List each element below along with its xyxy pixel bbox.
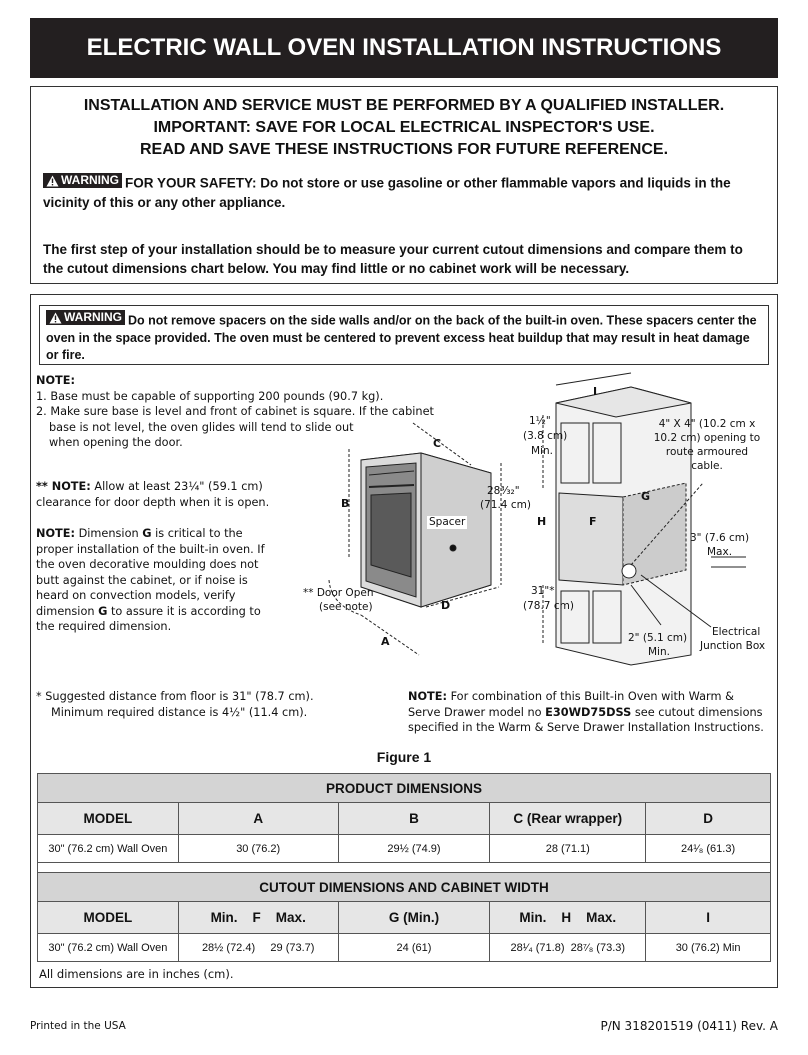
depth-label-2: (71.4 cm) — [480, 499, 531, 511]
first-step-text: The first step of your installation should be to measure your current cutout dimensions and compare them to the cutout dimensions chart below. You may find little or no cabinet work will be necessary. — [43, 241, 743, 276]
top-gap-label-1: 1½" — [529, 415, 551, 427]
table-header-cell: D — [646, 803, 771, 835]
product-column-headers — [38, 803, 771, 835]
safety-warning: WARNING FOR YOUR SAFETY: Do not store or use gasoline or other flammable vapors and liquids in the vicinity of this or any other appliance. — [43, 173, 731, 210]
instructions-box — [30, 294, 778, 988]
warning-badge: WARNING — [46, 310, 125, 325]
table-header-cell: B — [338, 803, 490, 835]
table-header-cell: C (Rear wrapper) — [490, 803, 646, 835]
side-gap-label-2: Max. — [707, 546, 733, 558]
label-d: D — [441, 599, 451, 612]
side-gap-label-1: 3" (7.6 cm) — [690, 532, 750, 544]
spacer-warning: WARNING Do not remove spacers on the side walls and/or on the back of the built-in oven. These spacers center the oven in the space provided. The oven must be centered to prevent excess heat buildup that may result in heat damage or fire. — [39, 305, 769, 365]
floor-height-label-1: 31"* — [531, 585, 555, 597]
top-gap-label-3: Min. — [531, 445, 553, 457]
floor-distance-note: * Suggested distance from floor is 31" (78.7 cm). Minimum required distance is 4½" (11.4 cm). — [36, 690, 314, 719]
part-number: P/N 318201519 (0411) Rev. A — [600, 1019, 778, 1033]
units-note: All dimensions are in inches (cm). — [39, 967, 234, 981]
junction-box-label-2: Junction Box — [700, 640, 766, 652]
table-cell: 28¹⁄₄ (71.8) 28⁷⁄₈ (73.3) — [490, 934, 646, 962]
label-g: G — [641, 490, 651, 503]
label-a: A — [381, 635, 390, 648]
table-cell: 30 (76.2) — [178, 835, 338, 863]
label-c: C — [433, 437, 442, 450]
cable-opening-label-2: 10.2 cm) opening to — [653, 432, 761, 444]
table-cell: 28½ (72.4) 29 (73.7) — [178, 934, 338, 962]
table-header-cell: A — [178, 803, 338, 835]
dimensions-table — [37, 773, 771, 962]
table-header-cell: Min. F Max. — [178, 902, 338, 934]
junction-box-label-1: Electrical — [712, 626, 761, 638]
table-cell: 29½ (74.9) — [338, 835, 490, 863]
label-h: H — [537, 515, 547, 528]
bottom-gap-label-2: Min. — [648, 646, 670, 658]
base-notes: NOTE: 1. Base must be capable of supporting 200 pounds (90.7 kg). 2. Make sure base is level and front of cabinet is square. If the cabinet base is not level, the oven glides will tend to slide out when opening the door. — [36, 374, 434, 449]
table-cell: 30 (76.2) Min — [646, 934, 771, 962]
cable-opening-label-4: cable. — [691, 460, 723, 472]
door-clearance-note: ** NOTE: Allow at least 23¼" (59.1 cm) clearance for door depth when it is open. — [36, 480, 270, 509]
cable-opening-label-3: route armoured — [665, 446, 749, 458]
depth-label-1: 28³⁄₃₂" — [487, 485, 520, 497]
table-header-cell: MODEL — [38, 902, 179, 934]
table-cell: 28 (71.1) — [490, 835, 646, 863]
floor-height-label-2: (78.7 cm) — [523, 600, 574, 612]
table-row — [38, 934, 771, 962]
figure-caption: Figure 1 — [376, 749, 432, 765]
warning-triangle-icon — [46, 175, 59, 187]
dimension-g-note: NOTE: Dimension G is critical to the proper installation of the built-in oven. If the oven decorative moulding does not butt against the cabinet, or if noise is heard on convection models, verify dimension G to assure it is according to the required dimension. — [36, 527, 265, 633]
spacer-label: Spacer — [429, 516, 466, 528]
bottom-gap-label-1: 2" (5.1 cm) — [628, 632, 688, 644]
page-title: ELECTRIC WALL OVEN INSTALLATION INSTRUCTIONS — [30, 18, 778, 78]
cable-opening-label-1: 4" X 4" (10.2 cm x — [658, 418, 756, 430]
table-header-cell: MODEL — [38, 803, 179, 835]
warning-badge: WARNING — [43, 173, 122, 188]
cutout-dimensions-header: CUTOUT DIMENSIONS AND CABINET WIDTH — [38, 873, 771, 902]
warming-drawer-note: NOTE: For combination of this Built-in Oven with Warm & Serve Drawer model no E30WD75DSS see cutout dimensions specified in the Warm & Serve Drawer Installation Instructions. — [408, 690, 764, 734]
table-header-cell: G (Min.) — [338, 902, 490, 934]
label-f: F — [589, 515, 597, 528]
product-dimensions-header: PRODUCT DIMENSIONS — [38, 774, 771, 803]
cutout-column-headers — [38, 902, 771, 934]
label-b: B — [341, 497, 350, 510]
table-row — [38, 835, 771, 863]
top-gap-label-2: (3.8 cm) — [523, 430, 568, 442]
door-open-label-2: (see note) — [319, 601, 373, 613]
installer-headline: INSTALLATION AND SERVICE MUST BE PERFORMED BY A QUALIFIED INSTALLER. IMPORTANT: SAVE FOR LOCAL ELECTRICAL INSPECTOR'S USE. READ AND SAVE THESE INSTRUCTIONS FOR FUTURE REFERENCE. — [83, 97, 725, 158]
table-cell: 30" (76.2 cm) Wall Oven — [38, 835, 179, 863]
label-i: I — [593, 385, 598, 398]
table-cell: 24 (61) — [338, 934, 490, 962]
table-header-cell: I — [646, 902, 771, 934]
table-header-cell: Min. H Max. — [490, 902, 646, 934]
door-open-label-1: ** Door Open — [303, 587, 374, 599]
print-location: Printed in the USA — [30, 1020, 126, 1032]
installer-notice-box — [30, 86, 778, 284]
table-cell: 30" (76.2 cm) Wall Oven — [38, 934, 179, 962]
table-cell: 24¹⁄₈ (61.3) — [646, 835, 771, 863]
